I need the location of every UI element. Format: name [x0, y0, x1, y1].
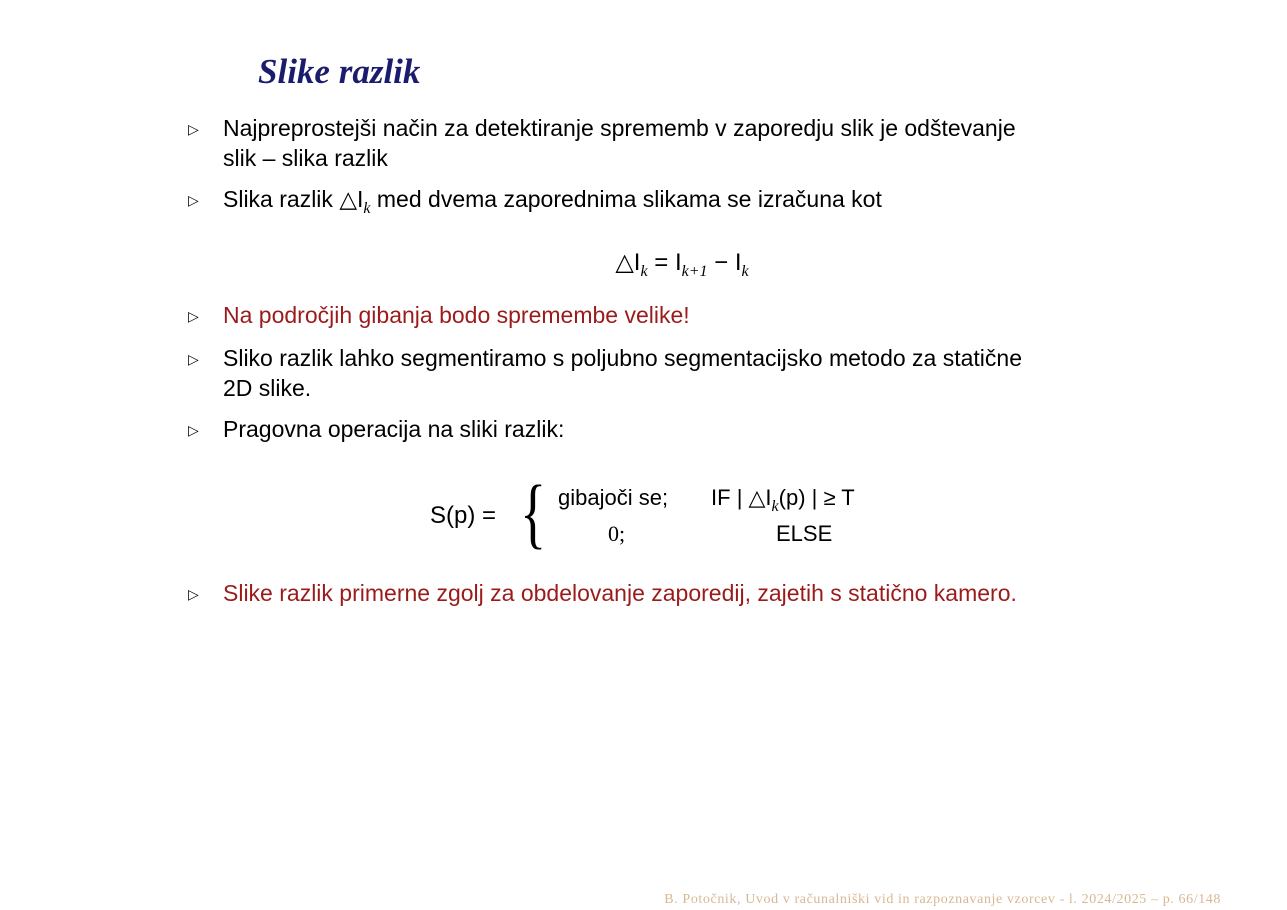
equation-equals: = [647, 249, 675, 276]
bullet-text [223, 113, 1108, 173]
case-value: 0; [608, 521, 626, 546]
bullet-text-line: 2D slike. [223, 375, 312, 401]
equation-lhs: △I [615, 249, 641, 276]
equation-term: I [734, 249, 742, 276]
bullet-text-part: Slika razlik [223, 186, 340, 212]
triangle-bullet-icon: ▷ [188, 121, 199, 137]
bullet-text [223, 343, 1108, 403]
equation-lhs: S(p) = [430, 502, 497, 529]
if-keyword: IF [711, 485, 731, 510]
equation-minus: − [707, 249, 735, 276]
bullet-text-line: slik – slika razlik [223, 145, 388, 171]
else-keyword: ELSE [776, 521, 833, 546]
equation-term: I [674, 249, 682, 276]
equation-term-subscript: k+1 [681, 263, 708, 280]
bullet-item [188, 300, 1108, 330]
bullet-item [188, 184, 1108, 218]
bullet-text-part: med dvema zaporednima slikama se izračuna kot [370, 186, 882, 212]
delta-image-subscript: k [363, 200, 371, 217]
bullet-item [188, 113, 1108, 173]
bullet-text: Pragovna operacija na sliki razlik: [223, 416, 565, 442]
bullet-text-highlight: Slike razlik primerne zgolj za obdelovanje zaporedij, zajetih s statično kamero. [223, 580, 1017, 606]
triangle-bullet-icon: ▷ [188, 192, 199, 208]
bullet-item [188, 343, 1108, 403]
case-condition [711, 485, 855, 515]
bullet-text-line: Sliko razlik lahko segmentiramo s poljubno segmentacijsko metodo za statične [223, 345, 1023, 371]
equation-term-subscript: k [741, 263, 749, 280]
triangle-bullet-icon: ▷ [188, 422, 199, 438]
condition-part: (p) | ≥ T [778, 485, 855, 510]
bullet-item [188, 578, 1108, 608]
equation-lhs-subscript: k [640, 263, 648, 280]
bullet-text-line: Najpreprostejši način za detektiranje sprememb v zaporedju slik je odštevanje [223, 115, 1016, 141]
triangle-bullet-icon: ▷ [188, 351, 199, 367]
left-brace: { [520, 469, 547, 556]
condition-part: | △I [736, 485, 772, 510]
delta-image-symbol: △I [339, 186, 364, 212]
condition-subscript: k [771, 498, 779, 515]
triangle-bullet-icon: ▷ [188, 586, 199, 602]
bullet-text-highlight: Na področjih gibanja bodo spremembe velike! [223, 302, 690, 328]
bullet-text [223, 184, 1108, 218]
bullet-item [188, 414, 1108, 444]
slide-title: Slike razlik [258, 52, 421, 91]
case-value: gibajoči se; [558, 485, 669, 510]
triangle-bullet-icon: ▷ [188, 308, 199, 324]
difference-image-equation [0, 248, 1287, 281]
slide-footer: B. Potočnik, Uvod v računalniški vid in razpoznavanje vzorcev - l. 2024/2025 – p. 66/148 [664, 892, 1221, 907]
